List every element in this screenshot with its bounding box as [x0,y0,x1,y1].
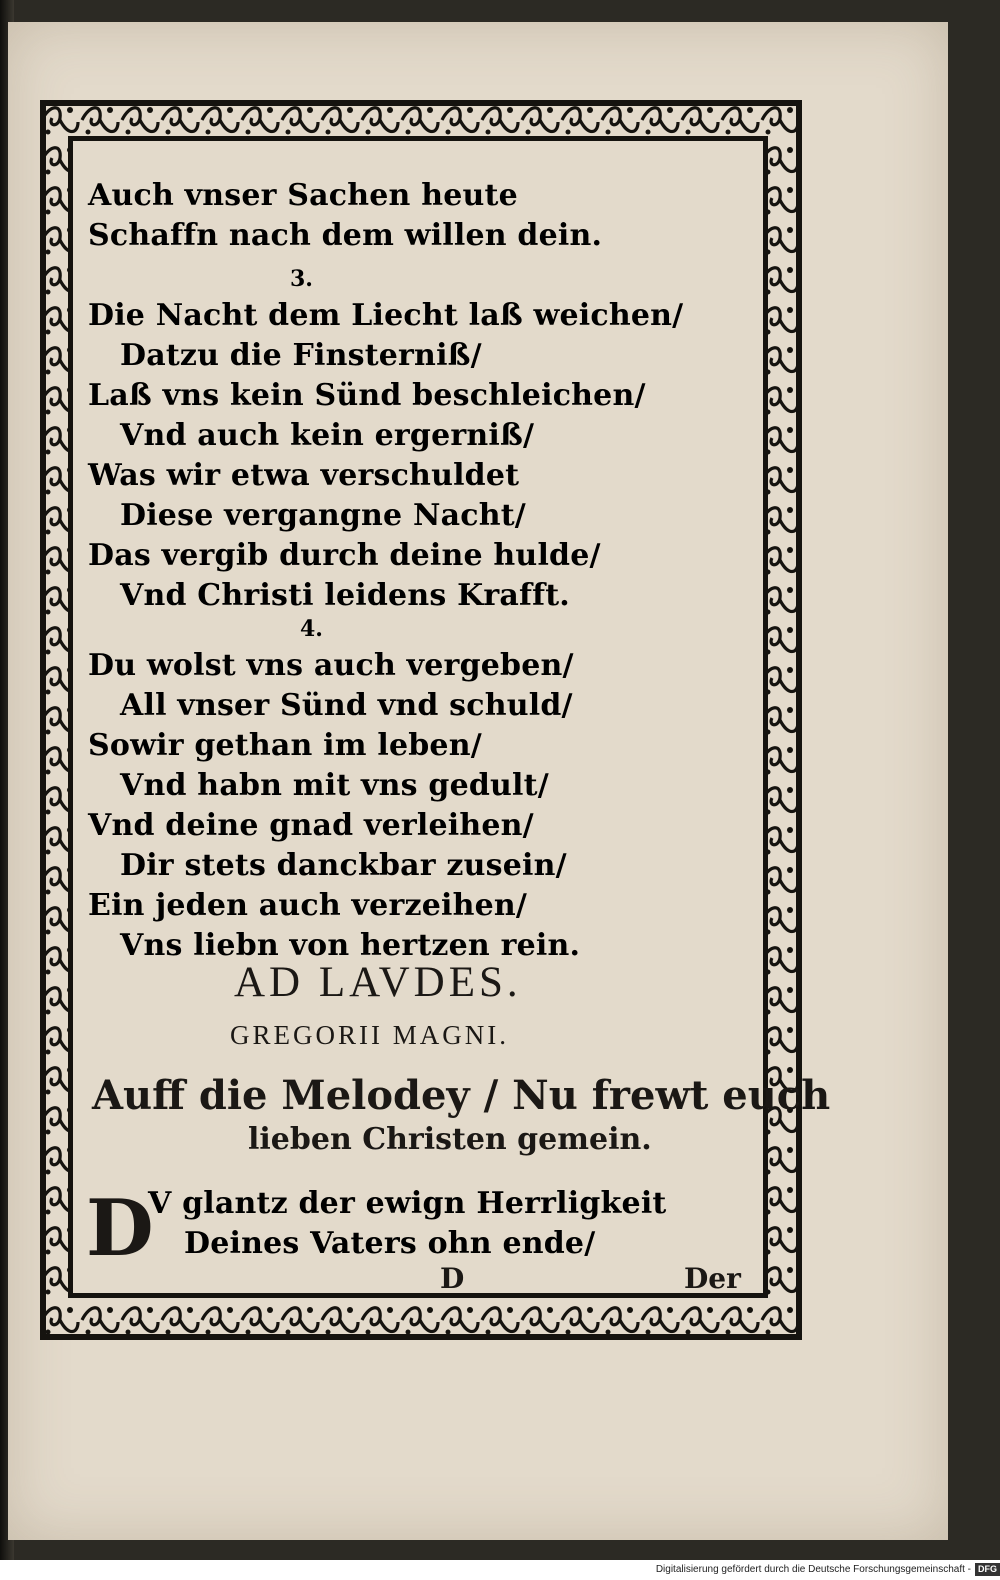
verse-line: Deines Vaters ohn ende/ [184,1226,596,1261]
melody-heading-cont: lieben Christen gemein. [248,1122,652,1157]
verse-line: Das vergib durch deine hulde/ [88,538,601,573]
verse-line: Sowir gethan im leben/ [88,728,482,763]
verse-line: Du wolst vns auch vergeben/ [88,648,574,683]
verse-line: Vnd habn mit vns gedult/ [120,768,549,803]
verse-line: Diese vergangne Nacht/ [120,498,526,533]
verse-line: Was wir etwa verschuldet [88,458,520,493]
verse-line: Auch vnser Sachen heute [88,178,518,213]
verse-line: V glantz der ewign Herrligkeit [148,1186,667,1221]
melody-heading: Auff die Melodey / Nu frewt euch [92,1072,831,1119]
verse-line: Vnd deine gnad verleihen/ [88,808,534,843]
verse-line: Dir stets danckbar zusein/ [120,848,567,883]
stanza-number: 4. [300,616,323,642]
digitization-credit [600,1560,1000,1580]
signature-mark: D [440,1262,465,1295]
section-subtitle: GREGORII MAGNI. [230,1020,509,1050]
verse-line: Ein jeden auch verzeihen/ [88,888,528,923]
dfg-logo: DFG [975,1563,1000,1576]
catchword: Der [684,1262,741,1295]
verse-line: Laß vns kein Sünd beschleichen/ [88,378,646,413]
credit-text: Digitalisierung gefördert durch die Deutsche Forschungsgemeinschaft - [655,1564,971,1575]
verse-line: Datzu die Finsterniß/ [120,338,482,373]
verse-line: Vnd auch kein ergerniß/ [120,418,535,453]
verse-line: All vnser Sünd vnd schuld/ [120,688,573,723]
verse-line: Die Nacht dem Liecht laß weichen/ [88,298,684,333]
verse-line: Vns liebn von hertzen rein. [120,928,581,963]
section-title: AD LAVDES. [234,959,522,1006]
verse-line: Vnd Christi leidens Krafft. [120,578,570,613]
stanza-number: 3. [290,266,313,292]
verse-line: Schaffn nach dem willen dein. [88,218,603,253]
drop-capital: D [86,1183,154,1274]
